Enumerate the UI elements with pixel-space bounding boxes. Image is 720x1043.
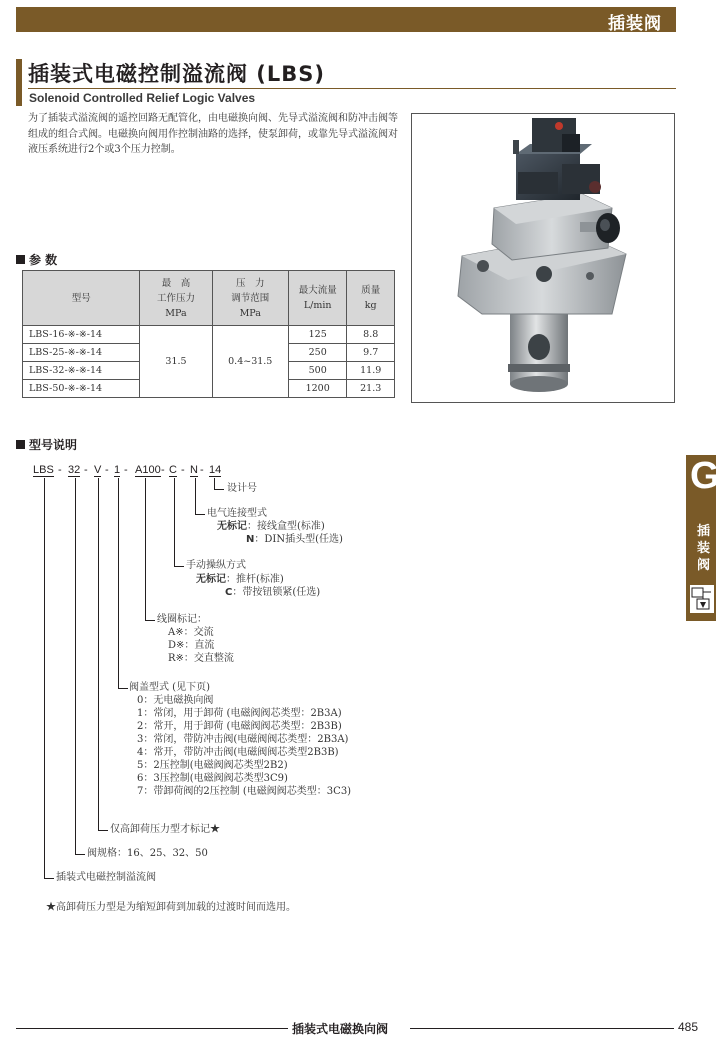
header-mass: 质量 kg: [347, 271, 395, 326]
code-design: 14: [209, 464, 222, 476]
cell-pressure-range: 0.4~31.5: [212, 326, 288, 398]
note-cover-item: 2：常开，用于卸荷 (电磁阀阀芯类型：2B3B): [137, 721, 342, 732]
note-electrical-none: 无标记：接线盒型(标准): [217, 521, 325, 532]
leader-high-unload: [98, 478, 99, 830]
leader-design-tick: [214, 489, 224, 490]
header-max-flow: 最大流量 L/min: [288, 271, 346, 326]
code-electrical: N: [190, 464, 198, 476]
product-photo: [411, 113, 675, 403]
code-coil: A100: [135, 464, 161, 476]
note-design: 设计号: [227, 483, 257, 494]
leader-electrical-tick: [195, 514, 205, 515]
params-heading: [16, 251, 57, 268]
code-separator: -: [200, 464, 204, 476]
code-cover: 1: [114, 464, 121, 476]
page-number: 485: [678, 1020, 699, 1034]
code-separator: -: [181, 464, 185, 476]
note-cover-title: 阀盖型式 (见下页): [129, 682, 210, 693]
cell-max-pressure: 31.5: [140, 326, 212, 398]
cell-model: LBS-50-※-※-14: [23, 380, 140, 398]
note-size: 阀规格：16、25、32、50: [87, 848, 208, 859]
note-manual-title: 手动操纵方式: [186, 560, 246, 571]
leader-manual: [174, 478, 175, 566]
english-subtitle: Solenoid Controlled Relief Logic Valves: [29, 91, 256, 105]
code-separator: -: [84, 464, 88, 476]
cell-mass: 8.8: [347, 326, 395, 344]
leader-high-unload-tick: [98, 830, 108, 831]
code-separator: -: [161, 464, 165, 476]
description-text: 为了插装式溢流阀的遥控回路无配管化，由电磁换向阀、先导式溢流阀和防冲击阀等组成的组合式阀。电磁换向阀用作控制油路的选择，使泵卸荷，或靠先导式溢流阀对液压系统进行2个或3个压力控制。: [28, 113, 398, 155]
code-separator: -: [105, 464, 109, 476]
section-square-icon: [16, 440, 25, 449]
page-title: 插装式电磁控制溢流阀 (LBS): [28, 62, 326, 86]
note-coil-a: A※：交流: [168, 627, 214, 638]
cell-model: LBS-25-※-※-14: [23, 344, 140, 362]
note-type: 插装式电磁控制溢流阀: [56, 872, 156, 883]
leader-manual-tick: [174, 566, 184, 567]
cell-flow: 500: [288, 362, 346, 380]
note-cover-item: 6：3压控制(电磁阀阀芯类型3C9): [137, 773, 288, 784]
note-electrical-n: N：DIN插头型(任选): [246, 534, 343, 545]
cell-flow: 125: [288, 326, 346, 344]
leader-design: [214, 478, 215, 489]
leader-coil-tick: [145, 620, 155, 621]
note-coil-d: D※：直流: [168, 640, 215, 651]
leader-coil: [145, 478, 146, 620]
leader-cover-tick: [118, 688, 128, 689]
top-category-bar: [16, 7, 676, 32]
note-electrical-title: 电气连接型式: [207, 508, 267, 519]
note-cover-item: 7：带卸荷阀的2压控制 (电磁阀阀芯类型：3C3): [137, 786, 352, 797]
header-max-pressure: 最 高 工作压力 MPa: [140, 271, 212, 326]
note-high-unload: 仅高卸荷压力型才标记★: [110, 824, 220, 835]
note-cover-item: 0：无电磁换向阀: [137, 695, 214, 706]
table-row: [23, 326, 395, 344]
cell-flow: 1200: [288, 380, 346, 398]
note-cover-item: 5：2压控制(电磁阀阀芯类型2B2): [137, 760, 288, 771]
footer-rule-right: [410, 1028, 674, 1029]
note-cover-item: 4：常开，带防冲击阀(电磁阀阀芯类型2B3B): [137, 747, 339, 758]
leader-size: [75, 478, 76, 854]
header-pressure-range: 压 力 调节范围 MPa: [212, 271, 288, 326]
title-accent-bar: [16, 59, 22, 106]
note-coil-title: 线圈标记：: [157, 614, 207, 625]
code-manual: C: [169, 464, 177, 476]
cell-model: LBS-16-※-※-14: [23, 326, 140, 344]
side-tab-text: 插装阀: [697, 524, 711, 573]
model-heading-text: 型号说明: [29, 438, 78, 452]
note-manual-none: 无标记：推杆(标准): [196, 574, 284, 585]
leader-electrical: [195, 478, 196, 514]
params-heading-text: 参 数: [29, 253, 58, 267]
leader-cover: [118, 478, 119, 688]
title-rule: [28, 88, 676, 89]
leader-size-tick: [75, 854, 85, 855]
code-separator: -: [124, 464, 128, 476]
note-manual-c: C：带按钮锁紧(任选): [225, 587, 321, 598]
cell-mass: 11.9: [347, 362, 395, 380]
note-cover-item: 3：常闭，带防冲击阀(电磁阀阀芯类型：2B3A): [137, 734, 349, 745]
code-separator: -: [58, 464, 62, 476]
note-cover-item: 1：常闭，用于卸荷 (电磁阀阀芯类型：2B3A): [137, 708, 342, 719]
footer-label: 插装式电磁换向阀: [288, 1020, 392, 1037]
code-series: LBS: [33, 464, 54, 476]
cell-model: LBS-32-※-※-14: [23, 362, 140, 380]
section-square-icon: [16, 255, 25, 264]
note-coil-r: R※：交直整流: [168, 653, 234, 664]
code-size: 32: [68, 464, 81, 476]
valve-symbol-icon: [689, 584, 715, 614]
header-model: 型号: [23, 271, 140, 326]
footer-rule-left: [16, 1028, 288, 1029]
side-tab-letter: G: [690, 455, 720, 497]
cell-flow: 250: [288, 344, 346, 362]
leader-type: [44, 478, 45, 878]
leader-type-tick: [44, 878, 54, 879]
model-heading: [16, 436, 77, 453]
cell-mass: 9.7: [347, 344, 395, 362]
params-table: [22, 270, 395, 398]
valve-illustration: [412, 114, 674, 402]
category-label: 插装阀: [608, 14, 662, 34]
footnote: ★高卸荷压力型是为缩短卸荷到加载的过渡时间而选用。: [46, 902, 296, 913]
cell-mass: 21.3: [347, 380, 395, 398]
code-high-unload: V: [94, 464, 102, 476]
table-header-row: [23, 271, 395, 326]
